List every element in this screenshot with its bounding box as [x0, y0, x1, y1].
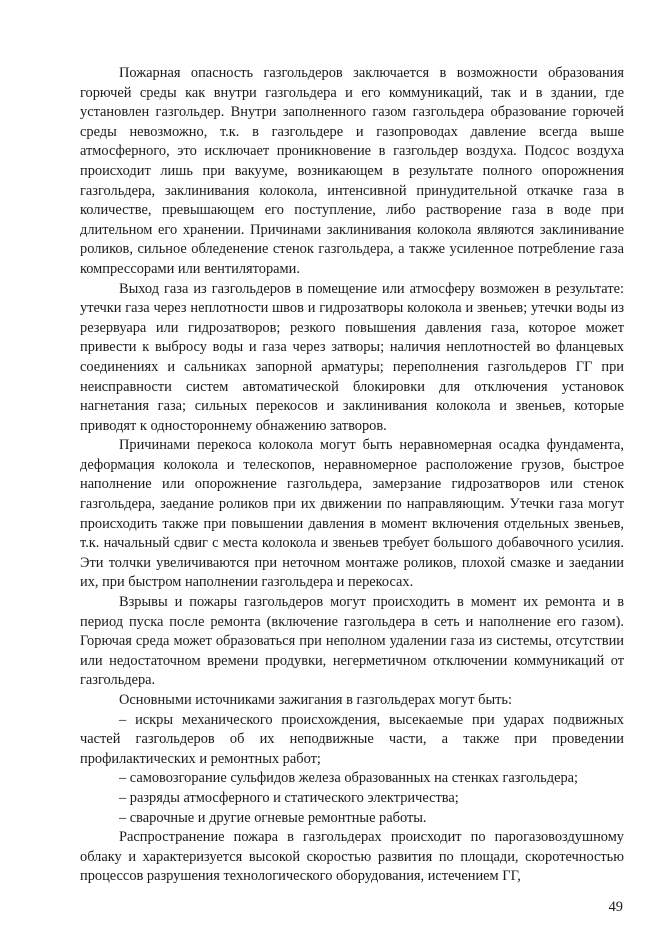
body-text	[80, 64, 624, 887]
list-item-iron-sulfide: – самовозгорание сульфидов железа образованных на стенках газгольдера;	[119, 770, 579, 787]
paragraph-gas-leak: Выход газа из газгольдеров в помещение или атмосферу возможен в результате: утечки газа через неплотности швов и гидрозатворы колокола и звеньев; утечки воды из резервуара или гидрозатворов; резкого повышения давления газа, которое может привести к выбросу воды и газа через затворы; наличия неплотностей во фланцевых соединениях и сальниках запорной арматуры; переполнения газгольдеров ГГ при неисправности систем автоматической блокировки для отключения установок нагнетания газа; сильных перекосов и заклинивания колокола и звеньев, которые приводят к одностороннему обнажению затворов.	[80, 280, 624, 434]
list-item-mechanical-sparks: – искры механического происхождения, высекаемые при ударах подвижных частей газгольдеров об их неподвижные части, а также при проведении профилактических и ремонтных работ;	[80, 711, 624, 767]
paragraph-bell-tilt: Причинами перекоса колокола могут быть неравномерная осадка фундамента, деформация колокола и телескопов, неравномерное расположение грузов, быстрое наполнение или опорожнение газгольдера, замерзание гидрозатворов или стенок газгольдера, заедание роликов при их движении по направляющим. Утечки газа могут происходить также при повышении давления в момент включения отдельных звеньев, т.к. начальный сдвиг с места колокола и звеньев требует большого добавочного усилия. Эти толчки увеличиваются при неточном монтаже роликов, плохой смазке и заедании их, при быстром наполнении газгольдера и перекосах.	[80, 437, 624, 591]
list-item-discharges: – разряды атмосферного и статического электричества;	[119, 789, 459, 806]
paragraph-fire-hazard: Пожарная опасность газгольдеров заключается в возможности образования горючей среды как внутри газгольдера и его коммуникаций, так и в здании, где установлен газгольдер. Внутри заполненного газом газгольдера образование горючей среды невозможно, т.к. в газгольдере и газопроводах давление всегда выше атмосферного, это исключает проникновение в газгольдер воздуха. Подсос воздуха происходит лишь при вакууме, возникающем в результате полного опорожнения газгольдера, заклинивания колокола, интенсивной принудительной откачке газа в количестве, превышающем его поступление, либо растворение газа в воде при длительном его хранении. Причинами заклинивания колокола являются заклинивание роликов, сильное обледенение стенок газгольдера, а также усиленное потребление газа компрессорами или вентиляторами.	[80, 65, 624, 277]
paragraph-fire-spread: Распространение пожара в газгольдерах происходит по парогазовоздушному облаку и характеризуется высокой скоростью развития по площади, скоротечностью процессов разрушения технологического оборудования, истечением ГГ,	[80, 829, 624, 885]
paragraph-ignition-sources-intro: Основными источниками зажигания в газгольдерах могут быть:	[119, 692, 512, 708]
paragraph-explosions: Взрывы и пожары газгольдеров могут происходить в момент их ремонта и в период пуска после ремонта (включение газгольдера в сеть и наполнение его газом). Горючая среда может образоваться при неполном удалении газа из системы, отсутствии или недостаточном времени продувки, негерметичном отключении коммуникаций от газгольдера.	[80, 594, 624, 689]
list-item-welding: – сварочные и другие огневые ремонтные работы.	[119, 809, 427, 826]
page-number: 49	[608, 899, 623, 915]
